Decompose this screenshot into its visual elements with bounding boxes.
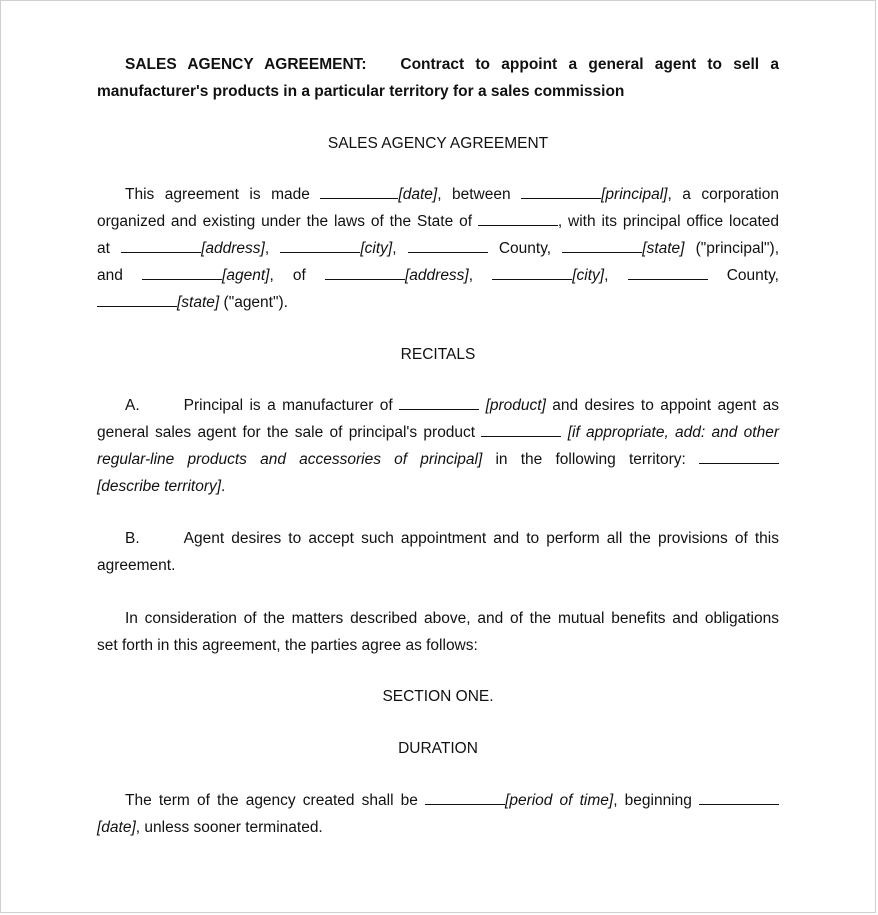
- address-blank: [121, 238, 201, 253]
- product-placeholder: [product]: [485, 397, 546, 414]
- agent-city-blank: [492, 265, 572, 280]
- recital-b-marker: B.: [125, 530, 140, 547]
- header-subtitle: Contract to appoint a general agent to sell a: [400, 56, 780, 73]
- recital-a: [97, 392, 779, 500]
- consideration-line-2: set forth in this agreement, the parties agree as follows:: [97, 637, 478, 654]
- header-line-1: [97, 51, 779, 78]
- agent-placeholder: [agent]: [222, 267, 270, 284]
- intro-line-1: This agreement is made [date], between [principal], a corporation: [125, 186, 779, 203]
- recital-b-line-1: B. Agent desires to accept such appointment and to perform all the provisions of this: [125, 530, 779, 547]
- recital-b: [97, 525, 779, 579]
- principal-blank: [521, 184, 601, 199]
- territory-blank: [699, 449, 779, 464]
- agent-address-blank: [325, 265, 405, 280]
- agent-state-placeholder: [state]: [177, 294, 220, 311]
- term-paragraph: [97, 787, 779, 841]
- county-blank: [408, 238, 488, 253]
- recital-a-line-2: general sales agent for the sale of principal's product [if appropriate, add: and other: [97, 424, 779, 441]
- duration-heading: DURATION: [398, 740, 478, 757]
- term-line-2: [date], unless sooner terminated.: [97, 819, 323, 836]
- period-placeholder: [period of time]: [505, 792, 614, 809]
- recital-a-marker: A.: [125, 397, 140, 414]
- state-placeholder: [state]: [642, 240, 685, 257]
- state-blank-2: [562, 238, 642, 253]
- term-date-placeholder: [date]: [97, 819, 136, 836]
- principal-placeholder: [principal]: [601, 186, 668, 203]
- document-title: SALES AGENCY AGREEMENT: [327, 135, 549, 152]
- city-blank: [280, 238, 360, 253]
- term-line-1: The term of the agency created shall be [period of time], beginning: [97, 787, 779, 814]
- intro-line-4: and [agent], of [address], [city], County,: [97, 267, 779, 284]
- address-placeholder: [address]: [201, 240, 265, 257]
- state-blank: [478, 211, 558, 226]
- recitals-heading: RECITALS: [400, 346, 476, 363]
- intro-paragraph: [97, 181, 779, 316]
- header-lead: SALES AGENCY AGREEMENT:: [125, 56, 367, 73]
- consideration-paragraph: [97, 605, 779, 659]
- recital-a-line-4: [describe territory].: [97, 478, 226, 495]
- agent-city-placeholder: [city]: [572, 267, 605, 284]
- city-placeholder: [city]: [360, 240, 393, 257]
- agent-address-placeholder: [address]: [404, 267, 469, 284]
- recital-a-line-1: A. Principal is a manufacturer of [product] and desires to appoint agent as: [125, 397, 780, 414]
- date-placeholder: [date]: [398, 186, 438, 203]
- agent-county-blank: [628, 265, 708, 280]
- agent-state-blank: [97, 292, 177, 307]
- document-body: [97, 51, 779, 841]
- period-blank: [425, 790, 505, 805]
- product-blank: [399, 395, 479, 410]
- agent-blank: [142, 265, 222, 280]
- intro-line-2: organized and existing under the laws of the State of , with its principal office located: [97, 213, 780, 230]
- beginning-date-blank: [699, 790, 779, 805]
- header-line-2: manufacturer's products in a particular territory for a sales commission: [97, 83, 625, 100]
- recital-a-line-3: regular-line products and accessories of principal] in the following territory:: [97, 446, 779, 473]
- date-blank: [320, 184, 398, 199]
- recital-b-line-2: agreement.: [97, 557, 176, 574]
- intro-line-5: [state] ("agent").: [97, 289, 779, 316]
- territory-placeholder: [describe territory]: [97, 478, 222, 495]
- section-heading: SECTION ONE.: [382, 688, 494, 705]
- intro-line-3: at [address], [city], County, [state] ("principal"),: [97, 240, 779, 257]
- consideration-line-1: In consideration of the matters described above, and of the mutual benefits and obligations: [125, 610, 779, 627]
- principal-product-blank: [481, 422, 561, 437]
